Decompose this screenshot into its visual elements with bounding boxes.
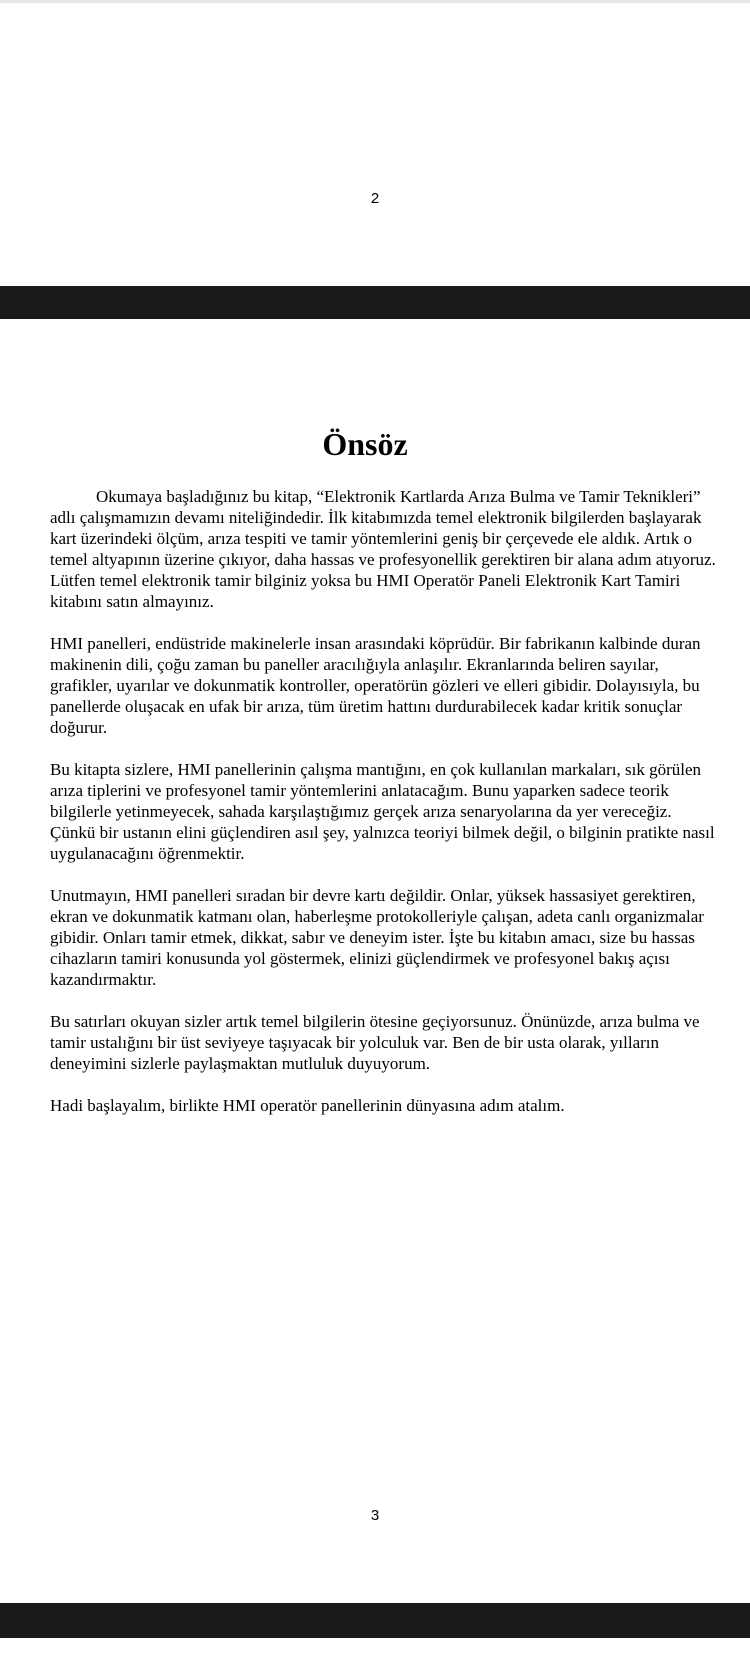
page-number-bottom: 3 (370, 1507, 380, 1524)
paragraph-2: HMI panelleri, endüstride makinelerle insan arasındaki köprüdür. Bir fabrikanın kalbinde duran makinenin dili, çoğu zaman bu paneller aracılığıyla anlaşılır. Ekranlarında beliren sayılar, grafikler, uyarılar ve dokunmatik kontroller, operatörün gözleri ve elleri gibidir. Dolayısıyla, bu panellerde oluşacak en ufak bir arıza, tüm üretim hattını durdurabilecek kadar kritik sonuçlar doğurur. (50, 634, 701, 737)
page-title: Önsöz (322, 426, 408, 462)
preface-body (50, 486, 720, 1137)
top-edge-rule (0, 0, 750, 3)
paragraph-1: Okumaya başladığınız bu kitap, “Elektronik Kartlarda Arıza Bulma ve Tamir Teknikleri” adlı çalışmamızın devamı niteliğindedir. İlk kitabımızda temel elektronik bilgilerden başlayarak kart üzerindeki ölçüm, arıza tespiti ve tamir yöntemlerini geniş bir çerçevede ele aldık. Artık o temel altyapının üzerine çıkıyor, daha hassas ve profesyonellik gerektiren bir alana adım atıyoruz. Lütfen temel elektronik tamir bilginiz yoksa bu HMI Operatör Paneli Elektronik Kart Tamiri kitabını satın almayınız. (50, 487, 716, 611)
page-break-bar (0, 286, 750, 319)
page-number-top: 2 (370, 190, 380, 207)
paragraph-6: Hadi başlayalım, birlikte HMI operatör panellerinin dünyasına adım atalım. (50, 1096, 565, 1115)
paragraph-4: Unutmayın, HMI panelleri sıradan bir devre kartı değildir. Onlar, yüksek hassasiyet gerektiren, ekran ve dokunmatik katmanı olan, haberleşme protokolleriyle çalışan, adeta canlı organizmalar gibidir. Onları tamir etmek, dikkat, sabır ve deneyim ister. İşte bu kitabın amacı, size bu hassas cihazların tamiri konusunda yol göstermek, elinizi güçlendirmek ve profesyonel bakış açısı kazandırmaktır. (50, 886, 704, 989)
next-page-top-edge (0, 1638, 750, 1666)
page-break-bar-bottom (0, 1603, 750, 1638)
paragraph-3: Bu kitapta sizlere, HMI panellerinin çalışma mantığını, en çok kullanılan markaları, sık görülen arıza tiplerini ve profesyonel tamir yöntemlerini anlatacağım. Bunu yaparken sadece teorik bilgilerle yetinmeyecek, sahada karşılaştığımız gerçek arıza senaryolarına da yer vereceğiz. Çünkü bir ustanın elini güçlendiren asıl şey, yalnızca teoriyi bilmek değil, o bilginin pratikte nasıl uygulanacağını öğrenmektir. (50, 760, 715, 863)
paragraph-5: Bu satırları okuyan sizler artık temel bilgilerin ötesine geçiyorsunuz. Önünüzde, arıza bulma ve tamir ustalığını bir üst seviyeye taşıyacak bir yolculuk var. Ben de bir usta olarak, yılların deneyimini sizlerle paylaşmaktan mutluluk duyuyorum. (50, 1012, 700, 1073)
